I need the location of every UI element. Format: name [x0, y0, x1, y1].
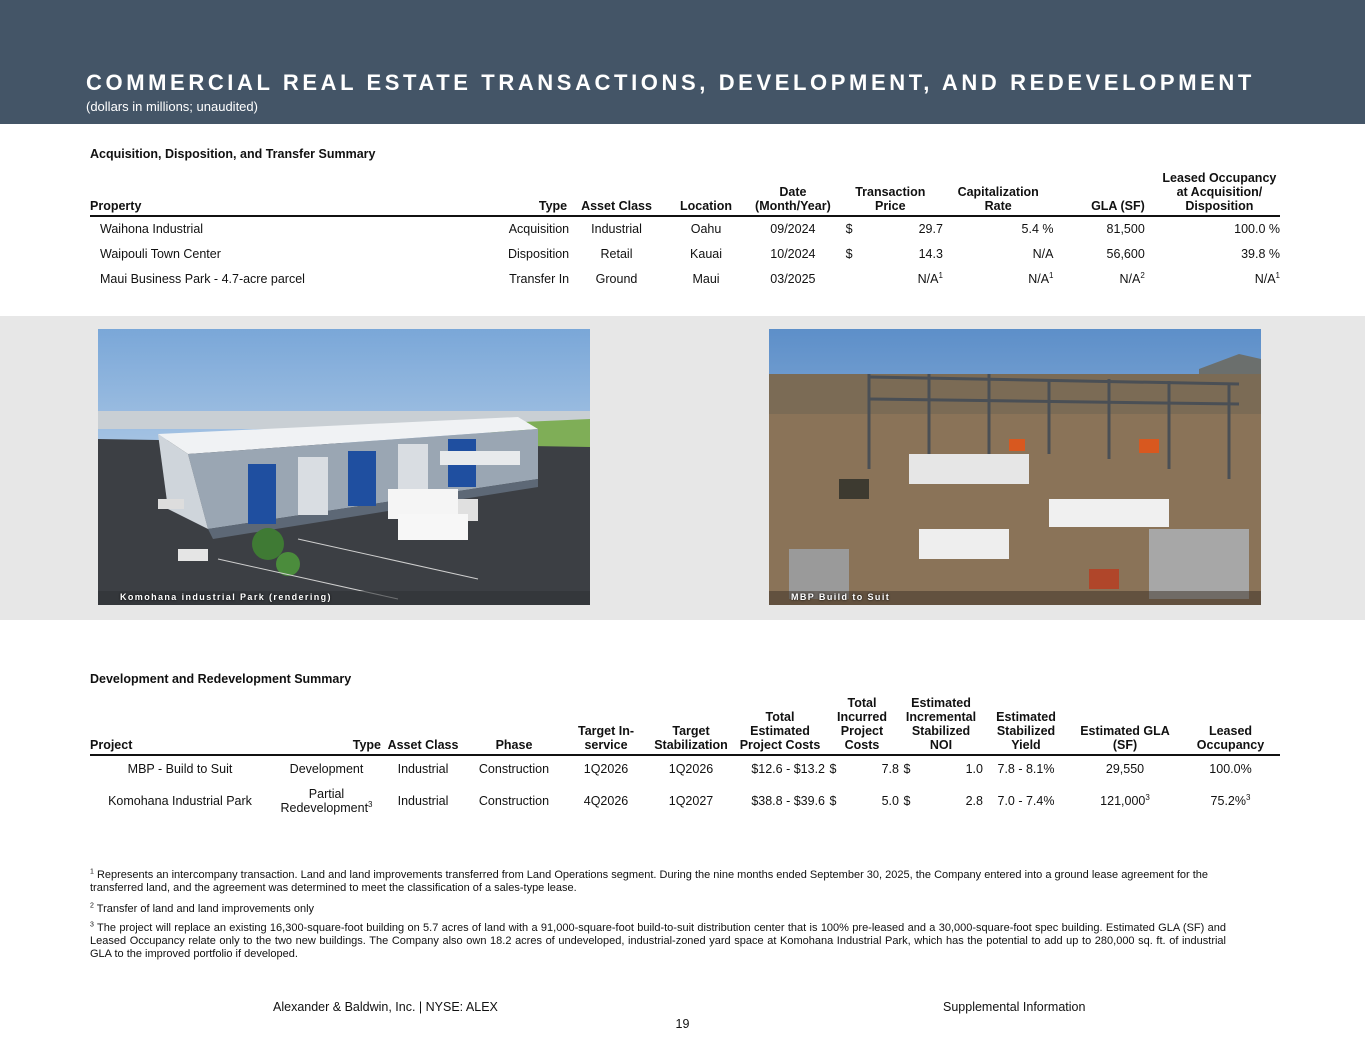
- col-leased-occupancy: Leased Occupancy at Acquisition/ Disposition: [1159, 171, 1280, 216]
- cell-occupancy: 75.2%$^3$: [1210, 792, 1251, 808]
- cell-noi-symbol: $: [903, 794, 911, 808]
- footnote-3: $^3$ The project will replace an existing 16,300-square-foot building on 5.7 acres of land with a 91,000-square-foot build-to-suit distribution center that is 100% pre-leased and a 30,000-square-foot spec building. Estimated GLA (SF) and Leased Occupancy relate only to the two new buildings. The Company also own 18.2 acres of undeveloped, industrial-zoned yard space at Komohana Industrial Park, which has the potential to add up to 280,000 sq. ft. of industrial GLA to the improved portfolio if developed.: [90, 921, 1226, 960]
- cell-occupancy: 39.8 %: [1241, 246, 1280, 261]
- col-asset-class: Asset Class: [569, 171, 664, 216]
- cell-price: $N/A^1$: [917, 270, 943, 286]
- cell-gla: 81,500: [1106, 222, 1145, 236]
- cell-price-symbol: $: [845, 246, 853, 261]
- development-section-title: Development and Redevelopment Summary: [90, 672, 352, 686]
- footnote-ref: 1: [1275, 270, 1280, 280]
- cell-location: Kauai: [690, 246, 723, 261]
- col-estimated-gla: Estimated GLA (SF): [1069, 696, 1181, 755]
- cell-date: 10/2024: [770, 246, 816, 261]
- col-project: Project: [90, 696, 270, 755]
- col-location: Location: [664, 171, 748, 216]
- col-type: Type: [270, 696, 383, 755]
- footnote-ref: 2: [1140, 270, 1145, 280]
- cell-asset-class: Retail: [600, 246, 633, 261]
- cell-price: 29.7: [918, 222, 943, 236]
- col-target-stabilization: Target Stabilization: [647, 696, 735, 755]
- cell-yield: 7.0 - 7.4%: [997, 794, 1055, 808]
- cell-in-service: 4Q2026: [583, 794, 629, 808]
- page-title: COMMERCIAL REAL ESTATE TRANSACTIONS, DEVELOPMENT, AND REDEVELOPMENT: [86, 70, 1255, 95]
- table-row: [90, 755, 1280, 781]
- footnote-1: $^1$ Represents an intercompany transaction. Land and land improvements transferred from Land Operations segment. During the nine months ended September 30, 2025, the Company entered into a ground lease agreement for the transferred land, and the agreement was determined to meet the classification of a sales-type lease.: [90, 868, 1209, 894]
- footnote-ref: 3: [1246, 792, 1251, 802]
- col-gla: GLA (SF): [1053, 171, 1158, 216]
- page-subtitle: (dollars in millions; unaudited): [86, 99, 258, 114]
- cell-type: Partial Redevelopment$^3$: [280, 787, 373, 815]
- cell-property: Maui Business Park - 4.7-acre parcel: [100, 271, 305, 286]
- cell-cap-rate: N/A: [1032, 246, 1054, 261]
- cell-stabilization: 1Q2027: [668, 794, 714, 808]
- cell-project: Komohana Industrial Park: [108, 794, 252, 808]
- col-leased-occupancy: Leased Occupancy: [1181, 696, 1280, 755]
- cell-date: 03/2025: [770, 271, 816, 286]
- cell-noi: 2.8: [965, 794, 983, 808]
- cell-asset-class: Industrial: [397, 794, 449, 808]
- cell-total-costs: $12.6 - $13.2: [751, 761, 825, 776]
- cell-price-symbol: [838, 266, 864, 291]
- cell-gla: 121,000$^3$: [1100, 792, 1150, 808]
- table-row: [90, 266, 1280, 291]
- warehouse-rendering-image: [98, 329, 590, 605]
- footnote-ref: 1: [1049, 270, 1054, 280]
- footnote-ref: 3: [1145, 792, 1150, 802]
- cell-project: MBP - Build to Suit: [127, 761, 233, 776]
- cell-location: Maui: [692, 271, 720, 286]
- col-stabilized-noi: Estimated Incremental Stabilized NOI: [899, 696, 983, 755]
- construction-site-image: [769, 329, 1261, 605]
- cell-occupancy: 100.0 %: [1234, 222, 1280, 236]
- cell-noi-symbol: $: [903, 761, 911, 776]
- cell-type: Transfer In: [509, 271, 570, 286]
- col-date: Date (Month/Year): [748, 171, 838, 216]
- cell-occupancy: $N/A^1$: [1254, 270, 1280, 286]
- cell-gla: 29,550: [1105, 761, 1145, 776]
- komohana-rendering-photo: [98, 329, 590, 605]
- cell-price-symbol: $: [845, 222, 853, 236]
- col-total-costs: Total Estimated Project Costs: [735, 696, 825, 755]
- cell-cap-rate: 5.4 %: [1021, 222, 1054, 236]
- cell-property: Waipouli Town Center: [100, 246, 221, 261]
- cell-price: 14.3: [918, 246, 943, 261]
- page-number: 19: [675, 1017, 690, 1031]
- cell-type: Development: [289, 761, 364, 776]
- footnote-2: $^2$ Transfer of land and land improvements only: [90, 902, 315, 915]
- col-asset-class: Asset Class: [383, 696, 463, 755]
- photo-caption-left: Komohana industrial Park (rendering): [120, 592, 332, 602]
- photo-caption-right: MBP Build to Suit: [791, 592, 891, 602]
- cell-in-service: 1Q2026: [583, 761, 629, 776]
- col-property: Property: [90, 171, 459, 216]
- cell-type: Acquisition: [508, 222, 570, 236]
- cell-incurred: 7.8: [881, 761, 899, 776]
- cell-noi: 1.0: [965, 761, 983, 776]
- cell-incurred-symbol: $: [829, 794, 837, 808]
- cell-gla: $N/A^2$: [1119, 270, 1145, 286]
- cell-occupancy: 100.0%: [1209, 761, 1252, 776]
- cell-phase: Construction: [478, 794, 550, 808]
- cell-total-costs: $38.8 - $39.6: [751, 794, 825, 808]
- cell-type: Disposition: [508, 246, 570, 261]
- table-row: [90, 216, 1280, 241]
- col-target-in-service: Target In-service: [565, 696, 647, 755]
- footnote-ref: 3: [368, 799, 373, 809]
- cell-gla: 56,600: [1106, 246, 1145, 261]
- col-cap-rate: Capitalization Rate: [943, 171, 1054, 216]
- col-transaction-price: Transaction Price: [838, 171, 943, 216]
- acquisition-section-title: Acquisition, Disposition, and Transfer Summary: [90, 147, 376, 161]
- cell-date: 09/2024: [770, 222, 816, 236]
- development-table: [90, 696, 1280, 821]
- cell-asset-class: Ground: [595, 271, 638, 286]
- col-phase: Phase: [463, 696, 565, 755]
- header-banner: [0, 0, 1365, 124]
- footnote-ref: 1: [938, 270, 943, 280]
- acquisition-table: [90, 171, 1280, 291]
- col-stabilized-yield: Estimated Stabilized Yield: [983, 696, 1069, 755]
- acquisition-header-row: [90, 171, 1280, 216]
- footer-label: Supplemental Information: [943, 1000, 1086, 1014]
- table-row: [90, 241, 1280, 266]
- cell-location: Oahu: [690, 222, 722, 236]
- col-incurred-costs: Total Incurred Project Costs: [825, 696, 899, 755]
- cell-yield: 7.8 - 8.1%: [997, 761, 1055, 776]
- cell-incurred: 5.0: [881, 794, 899, 808]
- cell-incurred-symbol: $: [829, 761, 837, 776]
- col-type: Type: [459, 171, 570, 216]
- mbp-build-to-suit-photo: [769, 329, 1261, 605]
- cell-property: Waihona Industrial: [100, 222, 204, 236]
- cell-phase: Construction: [478, 761, 550, 776]
- development-header-row: [90, 696, 1280, 755]
- cell-asset-class: Industrial: [591, 222, 642, 236]
- footer-company: Alexander & Baldwin, Inc. | NYSE: ALEX: [273, 1000, 498, 1014]
- table-row: [90, 781, 1280, 821]
- cell-stabilization: 1Q2026: [668, 761, 714, 776]
- cell-cap-rate: $N/A^1$: [1028, 270, 1054, 286]
- cell-asset-class: Industrial: [397, 761, 449, 776]
